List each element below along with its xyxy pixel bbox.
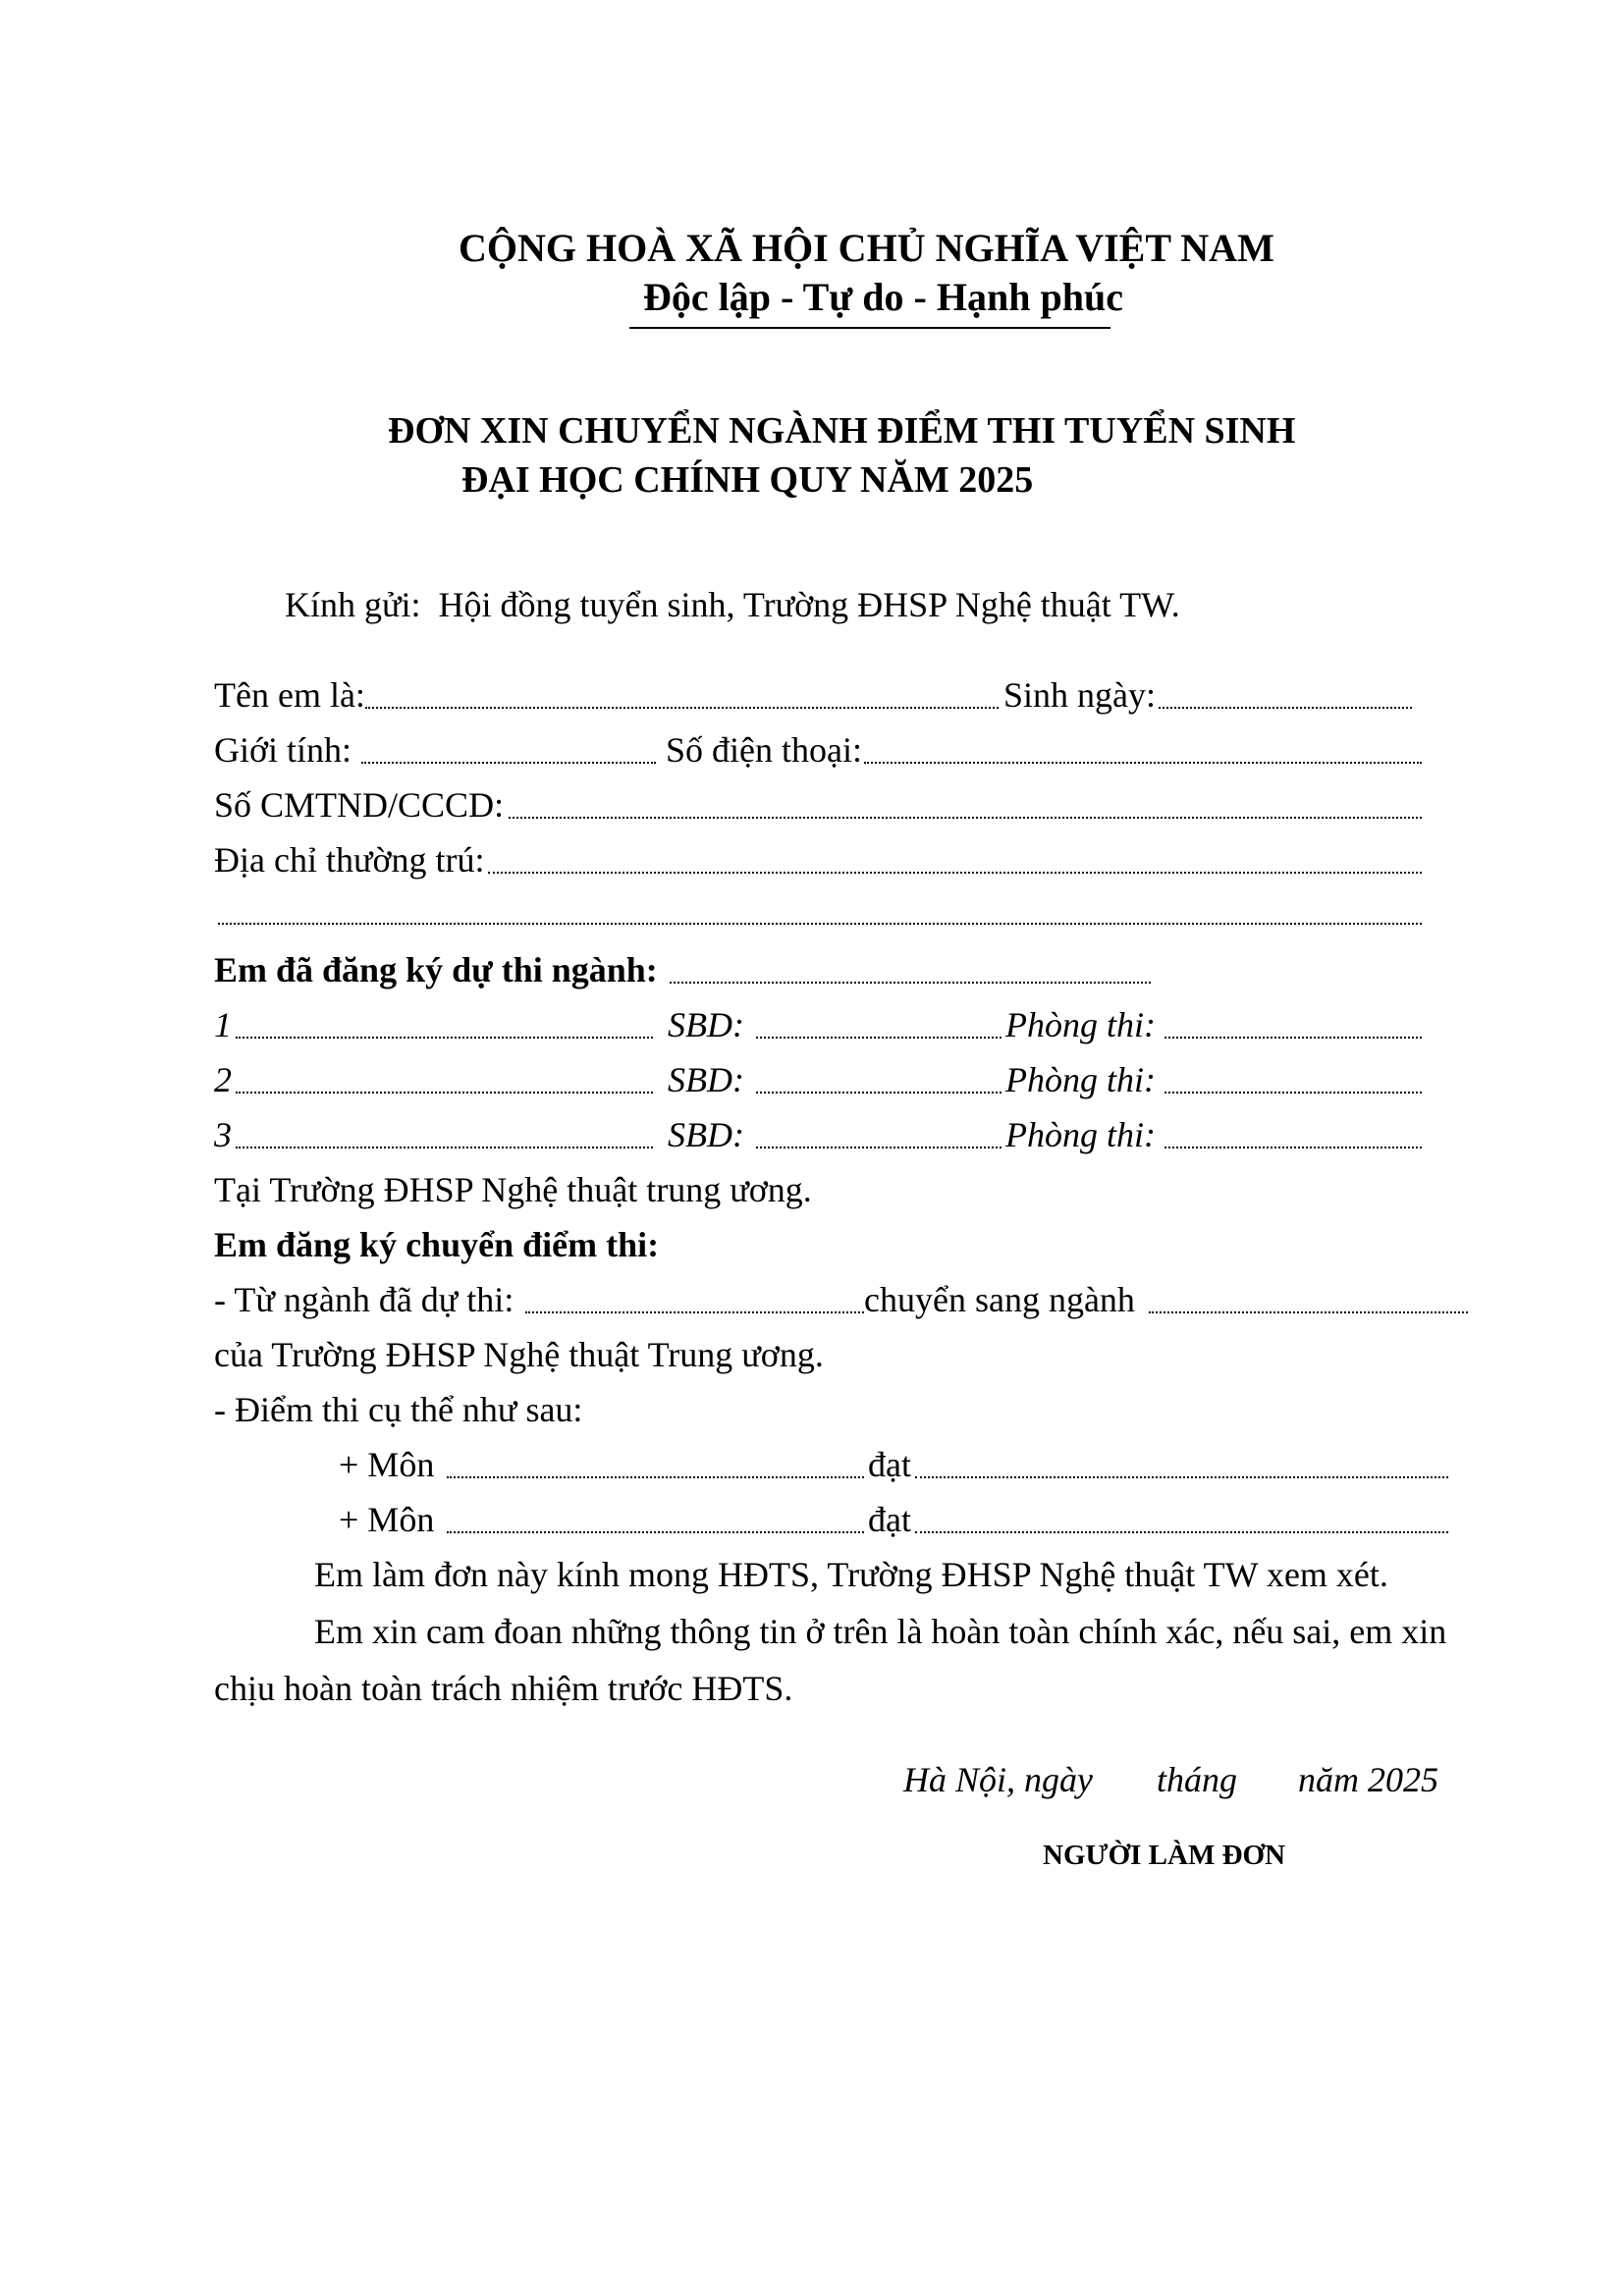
subject-2-score-label: đạt [868,1500,911,1539]
closing-request: Em làm đơn này kính mong HĐTS, Trường ĐHSP Nghệ thuật TW xem xét. [314,1555,1388,1594]
registered-row-2-room-field[interactable] [1164,1092,1422,1094]
registered-heading: Em đã đăng ký dự thi ngành: [214,950,658,989]
recipient-line [285,587,1180,622]
registered-row-2-index: 2 [214,1060,232,1099]
name-label: Tên em là: [214,675,365,715]
subject-2-score-field[interactable] [915,1531,1448,1533]
registered-row-1-room-field[interactable] [1164,1037,1422,1039]
transfer-school-line: của Trường ĐHSP Nghệ thuật Trung ương. [214,1335,824,1374]
registered-row-1-room-label: Phòng thi: [1005,1005,1156,1044]
subject-1-label: + Môn [339,1445,435,1484]
subject-2-label: + Môn [339,1500,435,1539]
recipient-label: Kính gửi: [285,585,421,624]
place-date: Hà Nội, ngày [903,1760,1093,1799]
registered-school-line: Tại Trường ĐHSP Nghệ thuật trung ương. [214,1170,812,1209]
recipient-value: Hội đồng tuyển sinh, Trường ĐHSP Nghệ thuật TW. [438,585,1180,624]
date-year: năm 2025 [1298,1760,1438,1799]
registered-row-2-sbd-field[interactable] [756,1092,1001,1094]
closing-commitment-line-1: Em xin cam đoan những thông tin ở trên là hoàn toàn chính xác, nếu sai, em xin [314,1612,1447,1651]
dob-label: Sinh ngày: [1003,675,1157,715]
dob-field[interactable] [1159,707,1412,709]
registered-row-2-room-label: Phòng thi: [1005,1060,1156,1099]
transfer-heading: Em đăng ký chuyển điểm thi: [214,1225,660,1264]
closing-commitment-line-2: chịu hoàn toàn trách nhiệm trước HĐTS. [214,1669,793,1708]
transfer-to-label: chuyển sang ngành [864,1280,1135,1319]
subject-2-field[interactable] [447,1531,864,1533]
registered-row-1-index: 1 [214,1005,232,1044]
registered-row-3-sbd-label: SBD: [668,1115,744,1154]
motto-underline [629,327,1110,329]
transfer-to-field[interactable] [1149,1311,1468,1313]
id-field[interactable] [509,817,1422,819]
national-motto: Độc lập - Tự do - Hạnh phúc [643,275,1123,319]
gender-label: Giới tính: [214,730,352,770]
registered-row-3-room-label: Phòng thi: [1005,1115,1156,1154]
transfer-from-label: - Từ ngành đã dự thi: [214,1280,514,1319]
registered-row-3-sbd-field[interactable] [756,1147,1001,1148]
phone-label: Số điện thoại: [666,730,862,770]
subject-1-score-field[interactable] [915,1476,1448,1478]
scores-label: - Điểm thi cụ thể như sau: [214,1390,583,1429]
subject-1-field[interactable] [447,1476,864,1478]
registered-row-3-major-field[interactable] [236,1147,653,1148]
registered-row-3-room-field[interactable] [1164,1147,1422,1148]
registered-row-2-major-field[interactable] [236,1092,653,1094]
gender-field[interactable] [361,762,656,764]
form-title-line-1: ĐƠN XIN CHUYỂN NGÀNH ĐIỂM THI TUYỂN SINH [388,410,1296,452]
address-field[interactable] [488,872,1422,874]
subject-1-score-label: đạt [868,1445,911,1484]
registered-row-2-sbd-label: SBD: [668,1060,744,1099]
date-month: tháng [1157,1760,1238,1799]
form-title-line-2: ĐẠI HỌC CHÍNH QUY NĂM 2025 [461,459,1034,501]
national-title: CỘNG HOÀ XÃ HỘI CHỦ NGHĨA VIỆT NAM [459,226,1274,270]
address-label: Địa chỉ thường trú: [214,840,485,880]
id-label: Số CMTND/CCCD: [214,785,505,825]
signer-title: NGƯỜI LÀM ĐƠN [1043,1840,1286,1871]
transfer-from-field[interactable] [525,1311,864,1313]
address-field-line-2[interactable] [218,923,1422,925]
registered-major-field[interactable] [670,982,1151,984]
registered-row-3-index: 3 [214,1115,232,1154]
registered-row-1-sbd-field[interactable] [756,1037,1001,1039]
name-field[interactable] [365,707,999,709]
registered-row-1-major-field[interactable] [236,1037,653,1039]
registered-row-1-sbd-label: SBD: [668,1005,744,1044]
phone-field[interactable] [864,762,1422,764]
